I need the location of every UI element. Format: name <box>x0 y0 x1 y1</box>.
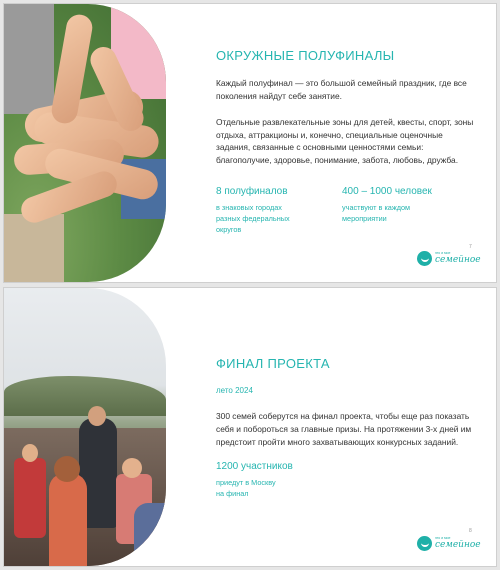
stat-semifinals-count: 8 полуфиналов <box>216 186 288 197</box>
page-number: 7 <box>469 244 472 250</box>
logo-wordmark: семейное <box>435 254 481 265</box>
page-number: 8 <box>469 528 472 534</box>
stat-final-participants: 1200 участников <box>216 461 293 472</box>
family-logo-icon <box>417 251 432 266</box>
final-title: ФИНАЛ ПРОЕКТА <box>216 356 330 371</box>
slide-final <box>4 288 496 566</box>
family-logo <box>417 251 481 266</box>
final-description: 300 семей соберутся на финал проекта, чтобы еще раз показать себя и побороться за главные призы. На протяжении 3-х дней им предстоит пройти много захватывающих конкурсных заданий. <box>216 411 472 447</box>
semifinals-description: Отдельные развлекательные зоны для детей, квесты, спорт, зоны отдыха, аттракционы и, конечно, специальные оценочные задания, связанные с основными ценностями семьи: благополучие, здоровье, понимание, забота, любовь, дружба. <box>216 117 474 165</box>
semifinals-intro: Каждый полуфинал — это большой семейный праздник, где все поколения найдут себе занятие. <box>216 78 467 101</box>
semifinals-title: ОКРУЖНЫЕ ПОЛУФИНАЛЫ <box>216 48 395 63</box>
stat-participants-per-event: 400 – 1000 человек <box>342 186 432 197</box>
stat-participants-caption: участвуют в каждом мероприятии <box>342 203 411 223</box>
logo-wordmark: семейное <box>435 539 481 550</box>
stat-final-caption: приедут в Москву на финал <box>216 478 276 498</box>
stat-semifinals-caption: в знаковых городах разных федеральных округов <box>216 203 290 234</box>
family-logo-icon <box>417 536 432 551</box>
hands-photo <box>4 4 166 282</box>
logo-tagline: это и мое <box>435 251 451 256</box>
logo-tagline: это и мое <box>435 536 451 541</box>
crowd-photo <box>4 288 166 566</box>
final-date: лето 2024 <box>216 386 253 395</box>
slide-semifinals <box>4 4 496 282</box>
family-logo <box>417 536 481 551</box>
